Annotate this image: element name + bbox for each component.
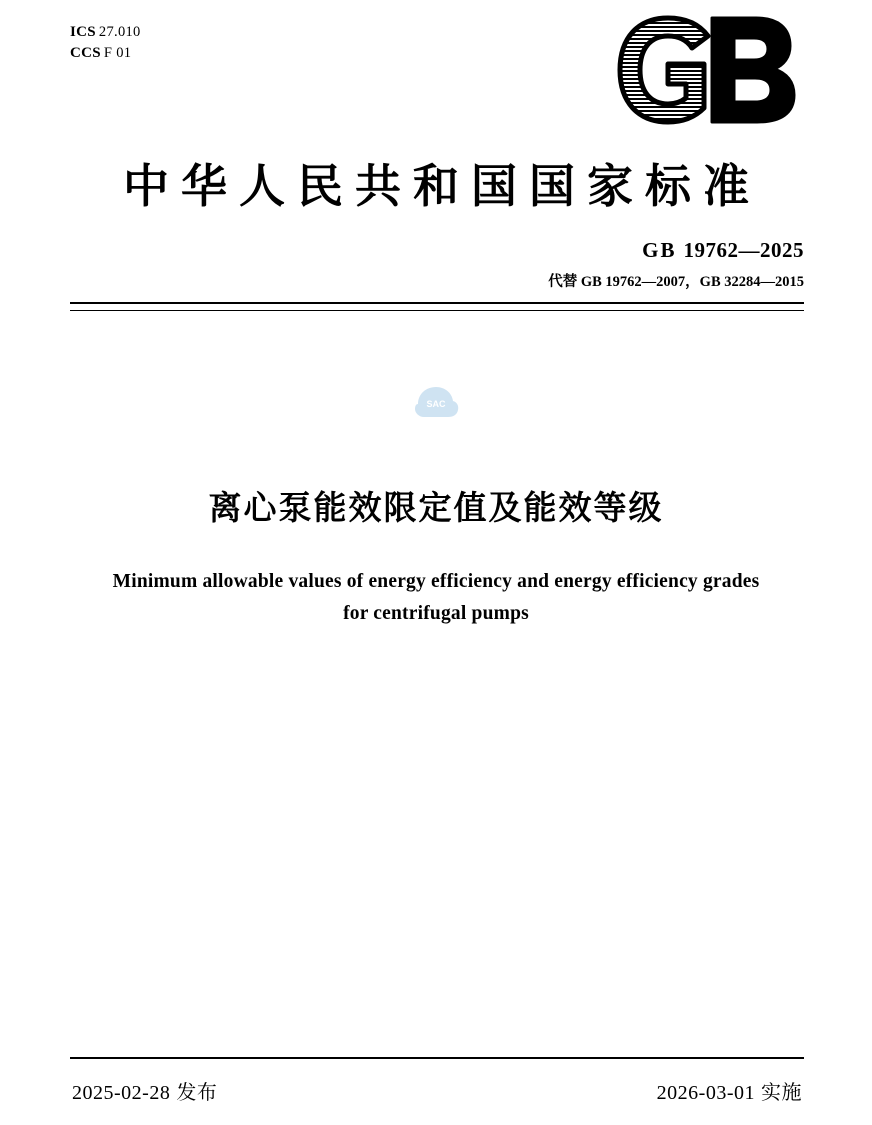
standard-replaces: 代替 GB 19762—2007，GB 32284—2015	[548, 274, 804, 290]
classification-block	[70, 22, 141, 63]
issue-label: 发布	[176, 1082, 218, 1104]
effective-date: 2026-03-01	[656, 1082, 755, 1104]
standard-number-block	[548, 238, 804, 291]
national-standard-title: 中华人民共和国国家标准	[123, 161, 761, 212]
svg-text:SAC: SAC	[426, 399, 446, 409]
ccs-line	[70, 43, 141, 64]
header-divider-thick	[70, 302, 804, 304]
ics-label: ICS	[70, 24, 96, 40]
ccs-value: F 01	[103, 44, 132, 61]
header-divider-thin	[70, 310, 804, 311]
effective-label: 实施	[761, 1082, 802, 1104]
standard-number	[548, 238, 804, 263]
issue-date: 2025-02-28	[72, 1082, 171, 1104]
standard-number-prefix: GB	[642, 238, 677, 262]
standard-number-value: 19762—2025	[683, 238, 804, 262]
document-title-chinese: 离心泵能效限定值及能效等级	[208, 491, 664, 527]
document-title-english-line2: for centrifugal pumps	[343, 602, 529, 624]
document-title-english	[96, 566, 776, 629]
effective-date-block	[657, 1076, 802, 1105]
ics-value: 27.010	[98, 24, 141, 40]
ccs-label: CCS	[70, 44, 101, 61]
footer-divider	[70, 1057, 804, 1059]
ics-line	[70, 22, 141, 43]
gb-logo-icon	[616, 14, 806, 126]
issue-date-block	[72, 1076, 217, 1105]
document-title-english-line1: Minimum allowable values of energy efficiency and energy efficiency grades	[112, 571, 760, 592]
sac-watermark-icon	[0, 382, 872, 422]
